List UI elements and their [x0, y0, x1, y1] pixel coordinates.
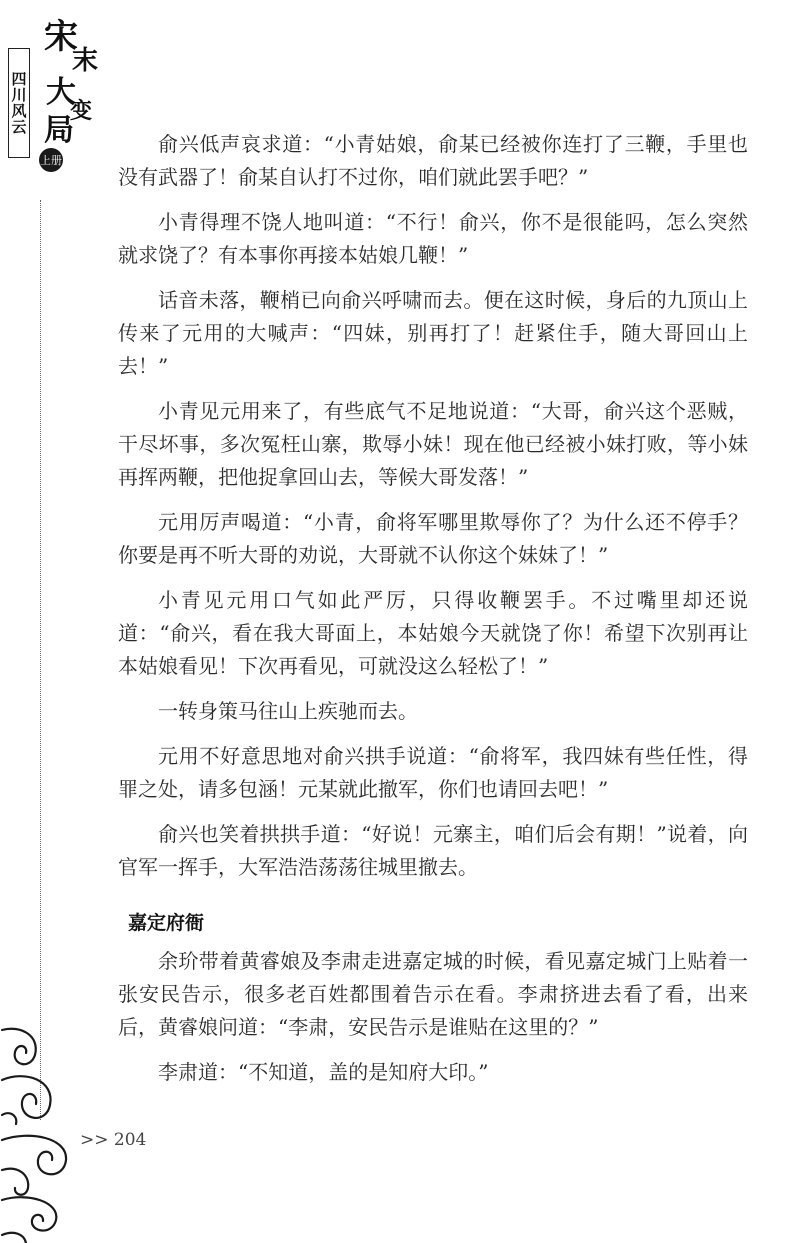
- series-tag: 四川风云: [8, 48, 30, 158]
- book-title-char: 局: [44, 113, 74, 148]
- paragraph: 一转身策马往山上疾驰而去。: [158, 699, 418, 723]
- section-heading: 嘉定府衙: [128, 912, 205, 934]
- margin-dotted-rule: [40, 200, 41, 1120]
- paragraph: 话音未落，鞭梢已向俞兴呼啸而去。便在这时候，身后的九顶山上传来了元用的大喊声：“四妹，别再打了！赶紧住手，随大哥回山上去！”: [118, 288, 748, 378]
- paragraph: 李肃道：“不知道，盖的是知府大印。”: [158, 1060, 489, 1084]
- paragraph: 俞兴也笑着拱拱手道：“好说！元寨主，咱们后会有期！”说着，向官军一挥手，大军浩浩荡荡往城里撤去。: [118, 822, 748, 879]
- paragraph: 余玠带着黄睿娘及李肃走进嘉定城的时候，看见嘉定城门上贴着一张安民告示，很多老百姓都围着告示在看。李肃挤进去看了看，出来后，黄睿娘问道：“李肃，安民告示是谁贴在这里的？”: [118, 949, 748, 1039]
- book-title-char: 变: [70, 98, 93, 124]
- section-body: [118, 945, 748, 1101]
- paragraph: 小青见元用口气如此严厉，只得收鞭罢手。不过嘴里却还说道：“俞兴，看在我大哥面上，本姑娘今天就饶了你！希望下次别再让本姑娘看见！下次再看见，可就没这么轻松了！”: [118, 588, 748, 678]
- paragraph: 元用厉声喝道：“小青，俞将军哪里欺辱你了？为什么还不停手？你要是再不听大哥的劝说，大哥就不认你这个妹妹了！”: [118, 510, 748, 567]
- paragraph: 俞兴低声哀求道：“小青姑娘，俞某已经被你连打了三鞭，手里也没有武器了！俞某自认打不过你，咱们就此罢手吧？”: [118, 132, 748, 189]
- book-title-char: 末: [72, 46, 99, 76]
- paragraph: 小青得理不饶人地叫道：“不行！俞兴，你不是很能吗，怎么突然就求饶了？有本事你再接本姑娘几鞭！”: [118, 210, 748, 267]
- volume-badge: 上册: [39, 148, 63, 172]
- chapter-body: [118, 128, 748, 896]
- paragraph: 元用不好意思地对俞兴拱手说道：“俞将军，我四妹有些任性，得罪之处，请多包涵！元某就此撤军，你们也请回去吧！”: [118, 744, 748, 801]
- paragraph: 小青见元用来了，有些底气不足地说道：“大哥，俞兴这个恶贼，干尽坏事，多次冤枉山寨，欺辱小妹！现在他已经被小妹打败，等小妹再挥两鞭，把他捉拿回山去，等候大哥发落！”: [118, 399, 748, 489]
- page-number: >> 204: [80, 1130, 147, 1150]
- book-title-char: 宋: [44, 17, 78, 57]
- cloud-ornament-icon: [0, 1020, 80, 1243]
- book-title-char: 大: [46, 75, 76, 110]
